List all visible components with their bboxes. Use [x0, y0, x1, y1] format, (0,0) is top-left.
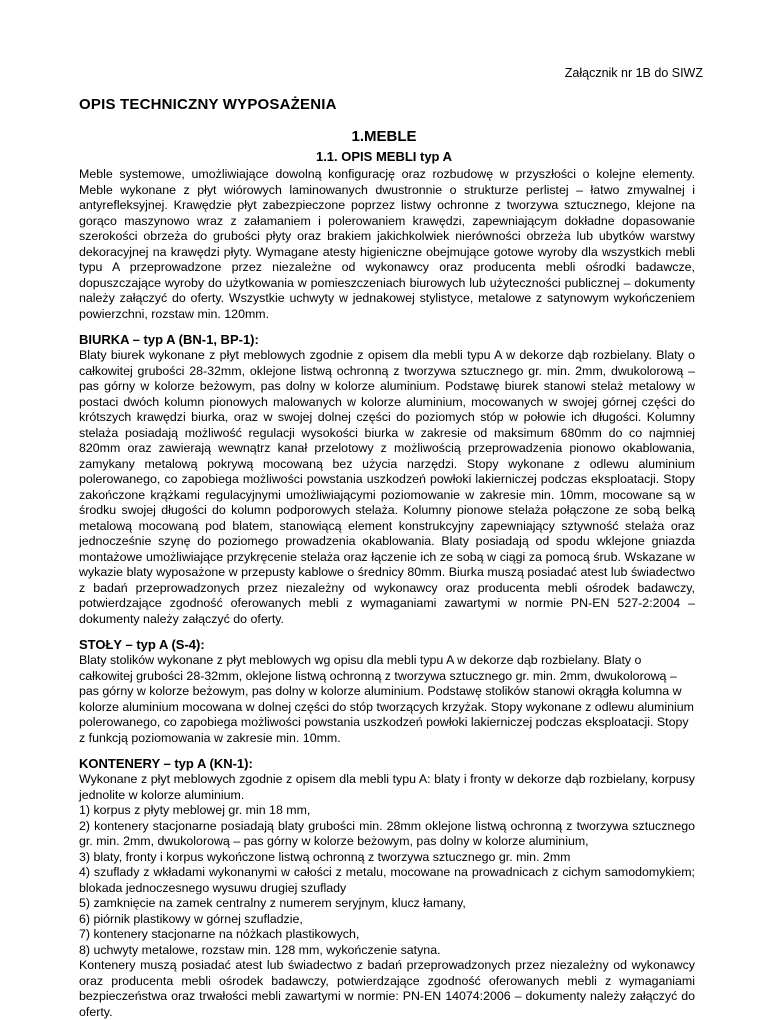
- list-item: 8) uchwyty metalowe, rozstaw min. 128 mm, wykończenie satyna.: [79, 942, 441, 957]
- list-item: 2) kontenery stacjonarne posiadają blaty grubości min. 28mm oklejone listwą ochronną z tworzywa sztucznego gr. min. 2mm, dwukolorową – pas górny w kolorze beżowym, pas dolny w kolorze aluminium,: [79, 818, 695, 848]
- kontenery-intro: Wykonane z płyt meblowych zgodnie z opisem dla mebli typu A: blaty i fronty w dekorze dąb rozbielany, korpusy jednolite w kolorze aluminium.: [79, 772, 695, 802]
- kontenery-heading: KONTENERY – typ A (KN-1):: [79, 756, 253, 771]
- section-heading: 1.MEBLE: [351, 128, 417, 145]
- list-item: 1) korpus z płyty meblowej gr. min 18 mm,: [79, 803, 311, 817]
- list-item: 6) piórnik plastikowy w górnej szufladzie,: [79, 911, 303, 926]
- list-item: 3) blaty, fronty i korpus wykończone listwą ochronną z tworzywa sztucznego gr. min. 2mm: [79, 849, 571, 864]
- document-body: [79, 167, 695, 1020]
- subsection-heading: 1.1. OPIS MEBLI typ A: [315, 149, 453, 164]
- stoly-paragraph: Blaty stolików wykonane z płyt meblowych wg opisu dla mebli typu A w dekorze dąb rozbielany. Blaty o całkowitej grubości 28-32mm, oklejone listwą ochronną z tworzywa sztucznego gr. min. 2mm, dwukolorową – pas górny w kolorze beżowym, pas dolny w kolorze aluminium. Podstawę stolików stanowi okrągła kolumna w kolorze aluminium mocowana w dolnej części do stóp tworzących krzyżak. Stopy wykonane z odlewu aluminium polerowanego, co zapobiega możliwości powstania uszkodzeń powłoki lakierniczej podczas eksploatacji. Stopy z funkcją poziomowania w zakresie min. 10mm.: [79, 653, 694, 745]
- kontenery-list: [79, 803, 695, 958]
- kontenery-outro: Kontenery muszą posiadać atest lub świadectwo z badań przeprowadzonych przez niezależny od wykonawcy oraz producenta mebli ośrodek badawczy, potwierdzające zgodność oferowanych mebli z wymaganiami bezpieczeństwa oraz trwałości mebli zawartymi w normie: PN-EN 14074:2006 – dokumenty należy załączyć do oferty.: [79, 958, 695, 1019]
- biurka-heading: BIURKA – typ A (BN-1, BP-1):: [79, 332, 259, 347]
- stoly-heading: STOŁY – typ A (S-4):: [79, 637, 205, 652]
- list-item: 7) kontenery stacjonarne na nóżkach plastikowych,: [79, 927, 360, 941]
- list-item: 5) zamknięcie na zamek centralny z numerem seryjnym, klucz łamany,: [79, 896, 466, 910]
- list-item: 4) szuflady z wkładami wykonanymi w całości z metalu, mocowane na prowadnicach z cichym samodomykiem; blokada jednoczesnego wysuwu drugiej szuflady: [79, 865, 695, 895]
- intro-paragraph: Meble systemowe, umożliwiające dowolną konfigurację oraz rozbudowę w przyszłości o kolejne elementy. Meble wykonane z płyt wiórowych laminowanych dwustronnie o strukturze perlistej – łatwo zmywalnej i antyrefleksyjnej. Krawędzie płyt zabezpieczone poprzez listwy ochronne z tworzywa sztucznego, klejone na gorąco maszynowo wraz z załamaniem i polerowaniem krawędzi, zapewniającym dokładne dopasowanie szerokości obrzeża do grubości płyty oraz brakiem jakichkolwiek nierówności obrzeża lub ubytków warstwy dekoracyjnej na krawędzi płyty. Wymagane atesty higieniczne obejmujące gotowe wyroby dla wszystkich mebli typu A przeprowadzone przez niezależne od wykonawcy oraz producenta mebli ośrodki badawcze, dopuszczające wyroby do użytkowania w pomieszczeniach biurowych lub użyteczności publicznej – dokumenty należy załączyć do oferty. Wszystkie uchwyty w jednakowej stylistyce, metalowe z satynowym wykończeniem powierzchni, rozstaw min. 120mm.: [79, 167, 695, 321]
- annex-label: Załącznik nr 1B do SIWZ: [564, 66, 703, 80]
- biurka-paragraph: Blaty biurek wykonane z płyt meblowych zgodnie z opisem dla mebli typu A w dekorze dąb rozbielany. Blaty o całkowitej grubości 28-32mm, oklejone listwą ochronną z tworzywa sztucznego gr. min. 2mm, dwukolorową – pas górny w kolorze beżowym, pas dolny w kolorze aluminium. Podstawę biurek stanowi stelaż metalowy w postaci dwóch kolumn pionowych malowanych w kolorze aluminium, mocowanych w swojej górnej części do krótszych krawędzi biurka, oraz w swojej dolnej części do poziomych stóp w połowie ich długości. Kolumny stelaża posiadają możliwość regulacji wysokości biurka w zakresie od maksimum 680mm do co najmniej 820mm oraz zawierają wewnątrz kanał przelotowy z możliwością przeprowadzenia pionowo okablowania, zamykany metalową pokrywą mocowaną bez użycia narzędzi. Stopy wykonane z odlewu aluminium polerowanego, co zapobiega możliwości powstania uszkodzeń powłoki lakierniczej podczas eksploatacji. Stopy zakończone krążkami regulacyjnymi umożliwiającymi poziomowanie w zakresie min. 10mm, mocowane są w środku swojej długości do kolumn podporowych stelaża. Kolumny pionowe stelaża połączone ze sobą belką metalową mocowaną pod blatem, stanowiącą element konstrukcyjny zapewniający sztywność stelaża oraz jednocześnie szynę do poziomego prowadzenia okablowania. Blaty posiadają od spodu wklejone gniazda montażowe umożliwiające przykręcenie stelaża oraz łączenie ich ze sobą w ciągi za pomocą śrub. Wskazane w wykazie blaty wyposażone w przepusty kablowe o średnicy 80mm. Biurka muszą posiadać atest lub świadectwo z badań przeprowadzonych przez niezależny od wykonawcy oraz producenta mebli ośrodek badawczy, potwierdzające zgodność oferowanych mebli z wymaganiami zawartymi w normie PN-EN 527-2:2004 – dokumenty należy załączyć do oferty.: [79, 348, 695, 626]
- document-title: OPIS TECHNICZNY WYPOSAŻENIA: [79, 96, 337, 113]
